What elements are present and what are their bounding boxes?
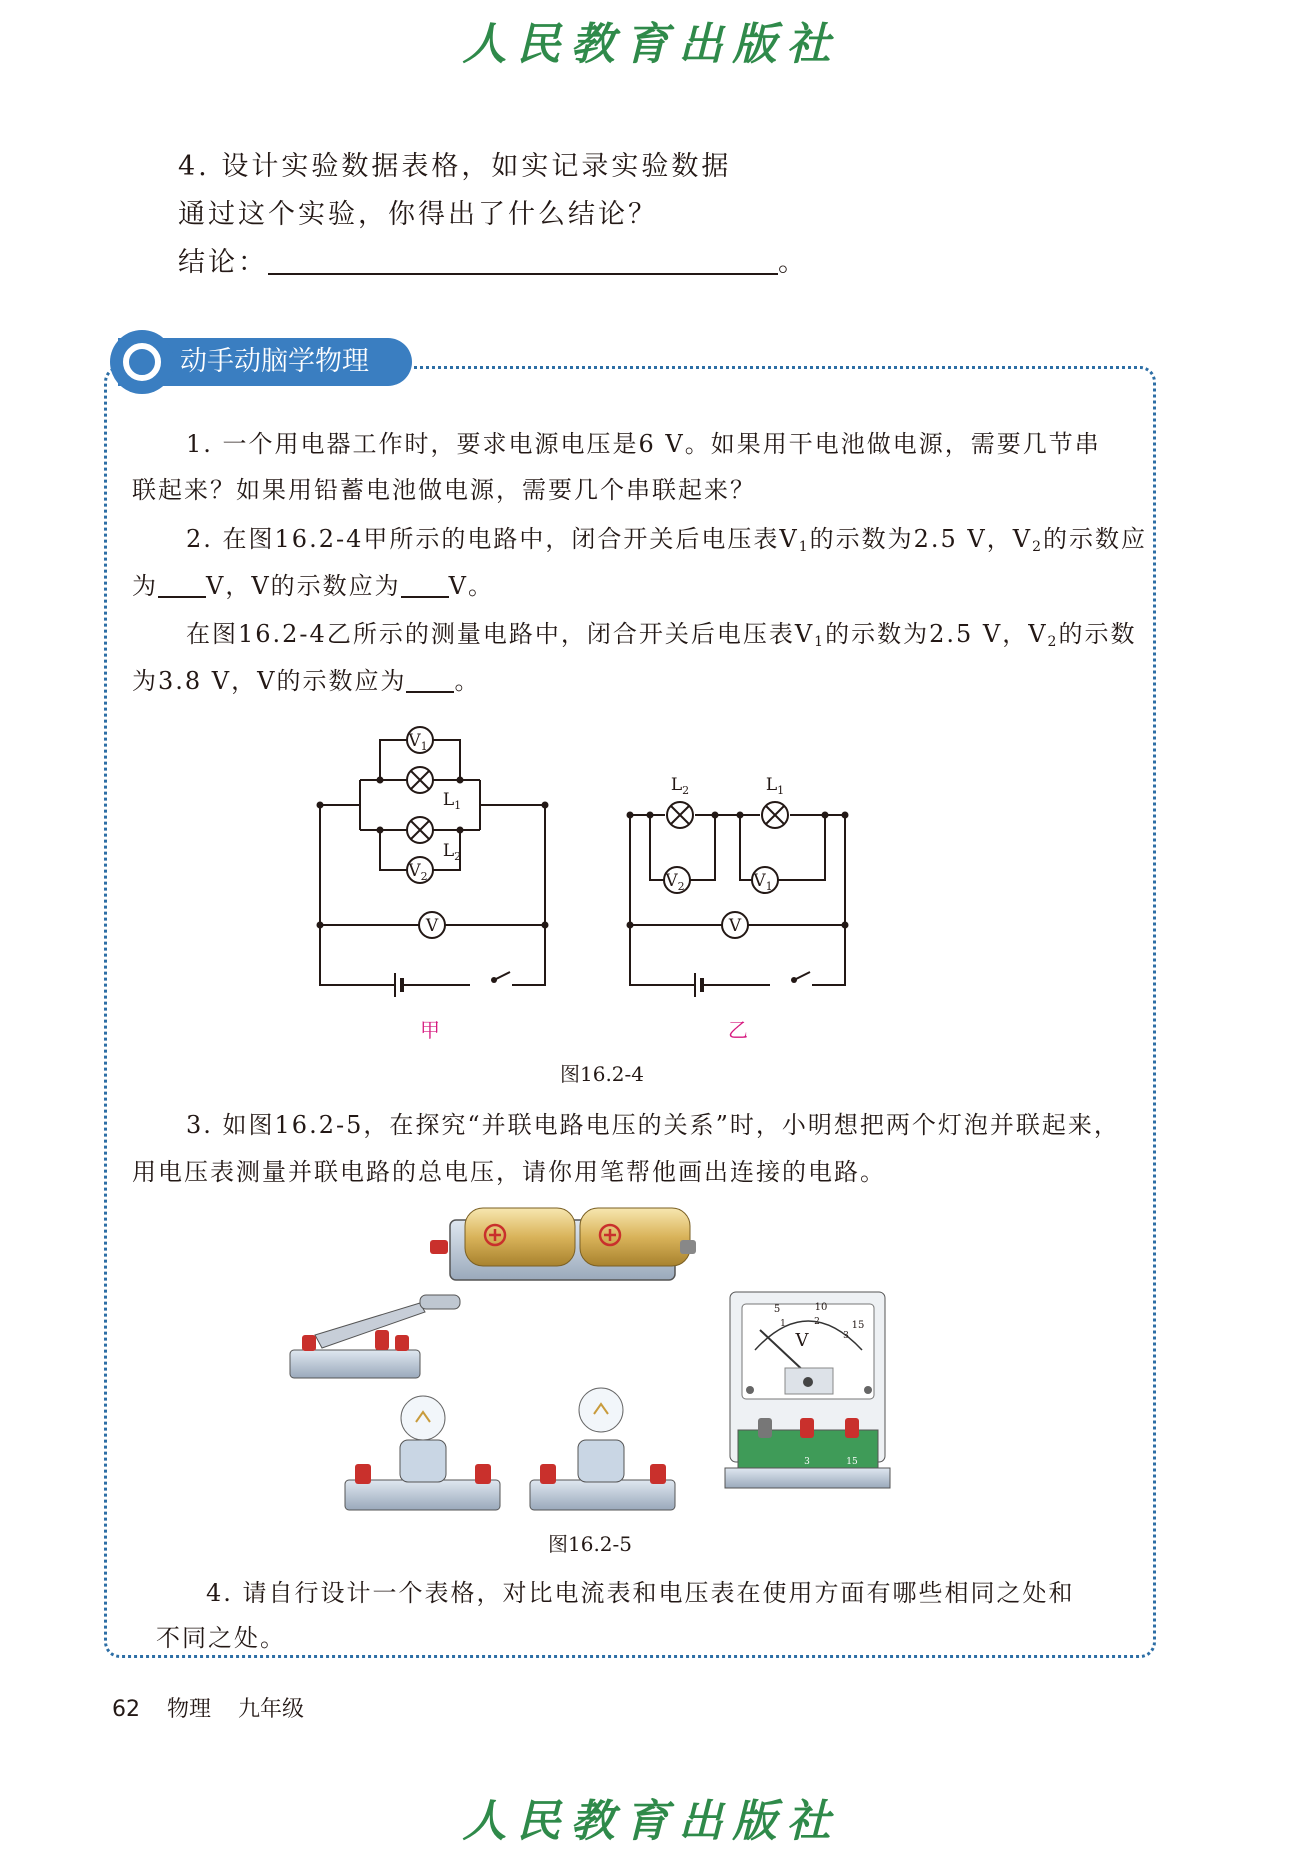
q2-line2-c: V。 xyxy=(448,572,495,600)
q2b-text-a: 在图16.2-4乙所示的测量电路中，闭合开关后电压表V xyxy=(186,620,815,648)
yi-v-label: V xyxy=(728,916,742,936)
section-title: 动手动脑学物理 xyxy=(118,338,412,386)
conclusion-blank[interactable] xyxy=(268,247,778,275)
q2-line2-a: 为 xyxy=(132,572,158,600)
yi-l2-label: $L_2$ xyxy=(670,775,690,797)
q2b-blank[interactable] xyxy=(406,669,454,693)
jia-v2-label: $V_2$ xyxy=(408,861,428,883)
section-icon xyxy=(110,330,174,394)
conclusion-line xyxy=(178,240,808,279)
q2-line2-b: V，V的示数应为 xyxy=(206,572,401,600)
q2b-text-b: 的示数为2.5 V，V xyxy=(825,620,1048,648)
q2b-line2-a: 为3.8 V，V的示数应为 xyxy=(132,667,407,695)
meter-letter: V xyxy=(795,1330,809,1351)
jia-l1-label: $L_1$ xyxy=(442,790,462,812)
q2b-sub1: 1 xyxy=(814,634,826,650)
q2-line2 xyxy=(132,571,494,601)
jia-v-label: V xyxy=(425,916,439,936)
yi-v1-label: $V_1$ xyxy=(753,871,773,893)
bulb-2 xyxy=(530,1388,675,1510)
scale-5: 5 xyxy=(773,1304,781,1315)
terminal-3: 3 xyxy=(804,1457,810,1467)
q2-text-c: 的示数应 xyxy=(1043,525,1147,553)
figure-16-2-5 xyxy=(280,1200,920,1530)
q4-line2: 不同之处。 xyxy=(156,1624,286,1652)
grade: 九年级 xyxy=(238,1697,305,1722)
voltmeter xyxy=(725,1292,890,1488)
publisher-footer: 人民教育出版社 xyxy=(462,1796,841,1847)
q2-sub2: 2 xyxy=(1032,539,1043,555)
page-number: 62 xyxy=(112,1697,140,1722)
q2b-text-c: 的示数 xyxy=(1058,620,1137,648)
q2b-line2 xyxy=(132,666,480,696)
q2b-line1 xyxy=(186,619,1136,657)
q3-line2: 用电压表测量并联电路的总电压，请你用笔帮他画出连接的电路。 xyxy=(132,1158,886,1186)
caption-16-2-4: 图16.2-4 xyxy=(560,1062,645,1086)
q1-line1: 1. 一个用电器工作时，要求电源电压是6 V。如果用干电池做电源，需要几节串 xyxy=(186,430,1101,458)
q2-line1 xyxy=(186,524,1147,562)
q2b-sub2: 2 xyxy=(1047,634,1059,650)
prev-question: 通过这个实验，你得出了什么结论？ xyxy=(178,199,658,230)
jia-l2-label: $L_2$ xyxy=(442,841,462,863)
q2-text-b: 的示数为2.5 V，V xyxy=(809,525,1033,553)
q1-line2: 联起来？如果用铅蓄电池做电源，需要几个串联起来？ xyxy=(132,476,756,504)
prev-item-4: 4. 设计实验数据表格，如实记录实验数据 xyxy=(178,151,732,182)
q3-line1: 3. 如图16.2-5，在探究“并联电路电压的关系”时，小明想把两个灯泡并联起来， xyxy=(186,1111,1120,1139)
terminal-15: 15 xyxy=(846,1457,858,1467)
figure-16-2-4 xyxy=(300,710,880,1040)
battery-holder xyxy=(430,1208,696,1280)
bulb-1 xyxy=(345,1396,500,1510)
q2-blank-2[interactable] xyxy=(401,574,449,598)
jia-v1-label: $V_1$ xyxy=(408,731,428,753)
q4-line1: 4. 请自行设计一个表格，对比电流表和电压表在使用方面有哪些相同之处和 xyxy=(206,1579,1075,1607)
yi-l1-label: $L_1$ xyxy=(765,775,785,797)
label-yi: 乙 xyxy=(728,1018,748,1042)
q2-text-a: 2. 在图16.2-4甲所示的电路中，闭合开关后电压表V xyxy=(186,525,799,553)
scale-10: 10 xyxy=(814,1302,828,1313)
q2b-line2-b: 。 xyxy=(454,667,481,695)
knife-switch xyxy=(290,1295,460,1378)
publisher-header: 人民教育出版社 xyxy=(462,19,841,70)
yi-v2-label: $V_2$ xyxy=(665,871,685,893)
q2-sub1: 1 xyxy=(798,539,810,555)
scale-15: 15 xyxy=(851,1320,865,1331)
conclusion-label: 结论： xyxy=(178,247,268,278)
caption-16-2-5: 图16.2-5 xyxy=(548,1532,633,1556)
conclusion-end: 。 xyxy=(778,247,808,278)
label-jia: 甲 xyxy=(420,1018,440,1042)
scale-1: 1 xyxy=(780,1319,786,1329)
scale-2: 2 xyxy=(814,1317,820,1327)
page-footer xyxy=(112,1692,324,1723)
q2-blank-1[interactable] xyxy=(158,574,206,598)
scale-3: 3 xyxy=(843,1331,849,1341)
subject: 物理 xyxy=(167,1697,212,1722)
